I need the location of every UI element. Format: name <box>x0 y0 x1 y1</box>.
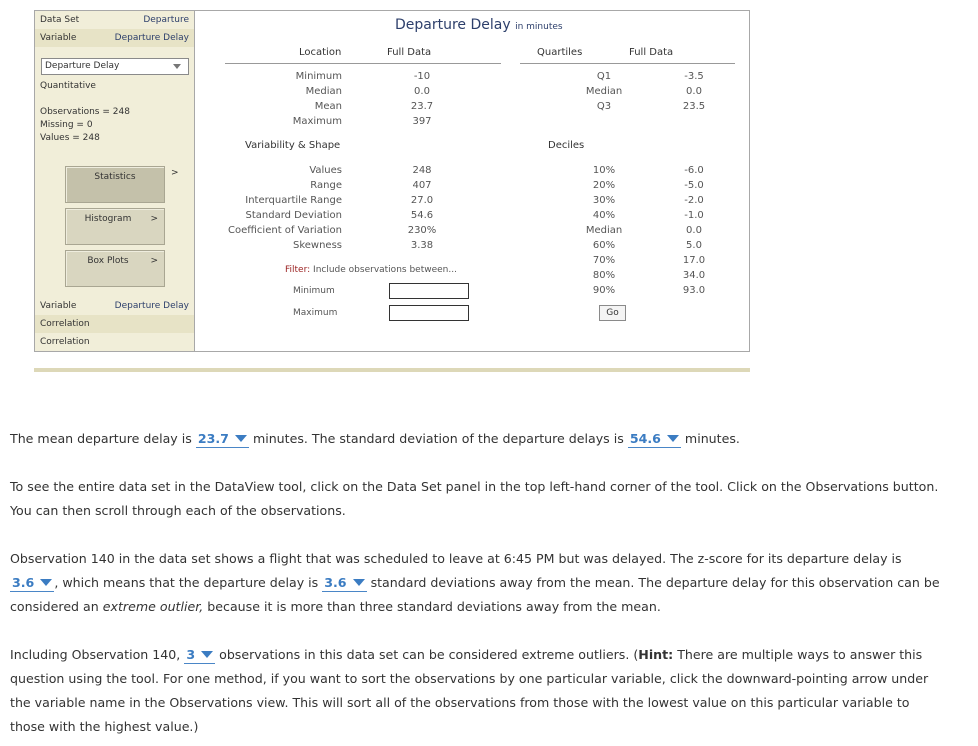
missing-count: Missing = 0 <box>40 120 93 130</box>
location-value-minimum: -10 <box>413 71 431 82</box>
quartile-value-median: 0.0 <box>686 86 702 97</box>
filter-max-label: Maximum <box>293 308 338 318</box>
box-plots-button[interactable] <box>65 250 165 287</box>
text-segment: Including Observation 140, <box>10 647 181 662</box>
decile-value: -1.0 <box>684 210 704 221</box>
full-data-header: Full Data <box>387 47 432 58</box>
location-header: Location <box>299 47 342 58</box>
filter-min-input[interactable] <box>389 283 469 299</box>
variable-panel[interactable] <box>35 29 194 47</box>
chevron-down-icon <box>353 579 365 586</box>
bottom-variable-panel[interactable] <box>35 297 194 315</box>
full-data-header-2: Full Data <box>629 47 674 58</box>
decile-label: 90% <box>592 285 616 296</box>
sd-answer-dropdown[interactable] <box>628 431 681 448</box>
correlation-panel-2[interactable] <box>35 333 194 351</box>
dataset-panel[interactable] <box>35 11 194 29</box>
quartile-label-q3: Q3 <box>596 101 612 112</box>
variability-value: 407 <box>412 180 432 191</box>
statistics-panel <box>195 11 750 351</box>
chevron-down-icon <box>667 435 679 442</box>
location-value-median: 0.0 <box>414 86 430 97</box>
box-plots-button-label: Box Plots <box>87 256 129 266</box>
observations-count: Observations = 248 <box>40 107 130 117</box>
location-labels <box>235 69 342 129</box>
histogram-button[interactable] <box>65 208 165 245</box>
decile-value: 5.0 <box>686 240 702 251</box>
sd-distance-answer-dropdown[interactable] <box>322 575 366 592</box>
location-values <box>407 69 437 129</box>
text-segment: minutes. <box>684 431 740 446</box>
statistics-button[interactable] <box>65 166 165 203</box>
divider <box>225 63 501 64</box>
variability-label: Skewness <box>292 240 342 251</box>
title-text: Departure Delay <box>395 17 511 33</box>
decile-label: 70% <box>592 255 616 266</box>
quartile-labels <box>579 69 629 114</box>
location-label-mean: Mean <box>314 101 342 112</box>
variability-value: 54.6 <box>410 210 434 221</box>
variable-label: Variable <box>40 33 77 43</box>
decile-label: 80% <box>592 270 616 281</box>
decile-value: 17.0 <box>682 255 706 266</box>
dataview-tool <box>34 10 750 352</box>
location-value-mean: 23.7 <box>410 101 434 112</box>
deciles-header: Deciles <box>548 140 585 151</box>
decile-label: 60% <box>592 240 616 251</box>
text-segment: observations in this data set can be considered extreme outliers. ( <box>219 647 639 662</box>
divider <box>520 63 735 64</box>
zscore-answer-dropdown[interactable] <box>10 575 54 592</box>
correlation-label-2: Correlation <box>40 337 90 347</box>
dropdown-value: 3.6 <box>12 575 35 590</box>
decile-label: Median <box>585 225 623 236</box>
histogram-button-label: Histogram <box>84 214 132 224</box>
page-title <box>395 17 563 33</box>
dataset-label: Data Set <box>40 15 80 25</box>
values-count: Values = 248 <box>40 133 100 143</box>
paragraph-3 <box>10 547 940 619</box>
text-segment: standard deviations away from the mean. The departure delay for this observation can be considered an <box>10 575 940 614</box>
variability-header: Variability & Shape <box>245 140 341 151</box>
statistics-chevron-icon: > <box>171 168 179 178</box>
bottom-variable-label: Variable <box>40 301 77 311</box>
decile-value: 93.0 <box>682 285 706 296</box>
quartile-values <box>679 69 709 114</box>
go-button[interactable]: Go <box>599 305 626 321</box>
text-segment: There are multiple ways to answer this question using the tool. For one method, if you want to sort the observations by one particular variable, click the downward-pointing arrow under the variable name in the Observations view. This will sort all of the observations from those with the lowest value on this particular variable to those with the highest value.) <box>10 647 929 734</box>
divider-bar <box>34 368 750 372</box>
paragraph-2: To see the entire data set in the DataView tool, click on the Data Set panel in the top left-hand corner of the tool. Click on the Observations button. You can then scroll through each of the observations. <box>10 479 939 518</box>
variable-type: Quantitative <box>40 81 96 91</box>
location-label-maximum: Maximum <box>292 116 342 127</box>
text-segment: Observation 140 in the data set shows a flight that was scheduled to leave at 6:45 PM but was delayed. The z-score for its departure delay is <box>10 551 902 566</box>
dataset-value: Departure <box>143 15 189 25</box>
location-value-maximum: 397 <box>412 116 432 127</box>
text-segment: The mean departure delay is <box>10 431 192 446</box>
chevron-down-icon <box>201 651 213 658</box>
decile-value: -5.0 <box>684 180 704 191</box>
outliers-count-dropdown[interactable] <box>184 647 215 664</box>
decile-value: 0.0 <box>686 225 702 236</box>
filter-label: Filter: <box>285 265 311 275</box>
decile-value: -2.0 <box>684 195 704 206</box>
variable-select-value: Departure Delay <box>45 61 120 71</box>
filter-max-input[interactable] <box>389 305 469 321</box>
text-segment: minutes. The standard deviation of the departure delays is <box>252 431 624 446</box>
filter-min-label: Minimum <box>293 286 335 296</box>
variability-labels <box>215 163 342 253</box>
quartiles-header: Quartiles <box>537 47 583 58</box>
text-segment: because it is more than three standard deviations away from the mean. <box>207 599 661 614</box>
filter-caption <box>285 265 457 275</box>
variable-value: Departure Delay <box>114 33 189 43</box>
mean-answer-dropdown[interactable] <box>196 431 249 448</box>
variability-label: Values <box>309 165 342 176</box>
quartile-label-q1: Q1 <box>596 71 612 82</box>
title-unit: in minutes <box>515 22 563 32</box>
sidebar <box>35 11 195 351</box>
dropdown-value: 3 <box>186 647 196 662</box>
correlation-label-1: Correlation <box>40 319 90 329</box>
variability-label: Standard Deviation <box>245 210 342 221</box>
bottom-variable-value: Departure Delay <box>114 301 189 311</box>
filter-text: Include observations between... <box>313 265 457 275</box>
variability-value: 3.38 <box>410 240 434 251</box>
variability-value: 248 <box>412 165 432 176</box>
chevron-down-icon <box>173 64 181 69</box>
decile-label: 30% <box>592 195 616 206</box>
paragraph-1 <box>10 427 940 451</box>
variable-select[interactable] <box>41 58 189 75</box>
decile-label: 10% <box>592 165 616 176</box>
decile-values <box>679 163 709 298</box>
quartile-value-q3: 23.5 <box>682 101 706 112</box>
decile-value: -6.0 <box>684 165 704 176</box>
histogram-chevron-icon: > <box>150 214 158 224</box>
text-segment: , which means that the departure delay is <box>54 575 319 590</box>
decile-value: 34.0 <box>682 270 706 281</box>
quartile-label-median: Median <box>585 86 623 97</box>
dropdown-value: 23.7 <box>197 431 229 446</box>
decile-label: 20% <box>592 180 616 191</box>
dropdown-value: 54.6 <box>629 431 661 446</box>
chevron-down-icon <box>235 435 247 442</box>
variability-values <box>407 163 437 253</box>
location-label-median: Median <box>305 86 342 97</box>
box-plots-chevron-icon: > <box>150 256 158 266</box>
variability-value: 27.0 <box>410 195 434 206</box>
statistics-button-label: Statistics <box>94 172 136 182</box>
variability-label: Coefficient of Variation <box>228 225 342 236</box>
variability-label: Range <box>310 180 342 191</box>
variability-value: 230% <box>407 225 437 236</box>
quartile-value-q1: -3.5 <box>684 71 704 82</box>
decile-label: 40% <box>592 210 616 221</box>
location-label-minimum: Minimum <box>295 71 342 82</box>
hint-label: Hint: <box>638 647 674 662</box>
text-emphasis: extreme outlier, <box>102 599 204 614</box>
dropdown-value: 3.6 <box>324 575 347 590</box>
variability-label: Interquartile Range <box>245 195 342 206</box>
decile-labels <box>579 163 629 298</box>
correlation-panel-1[interactable] <box>35 315 194 333</box>
paragraph-4 <box>10 643 940 739</box>
chevron-down-icon <box>40 579 52 586</box>
